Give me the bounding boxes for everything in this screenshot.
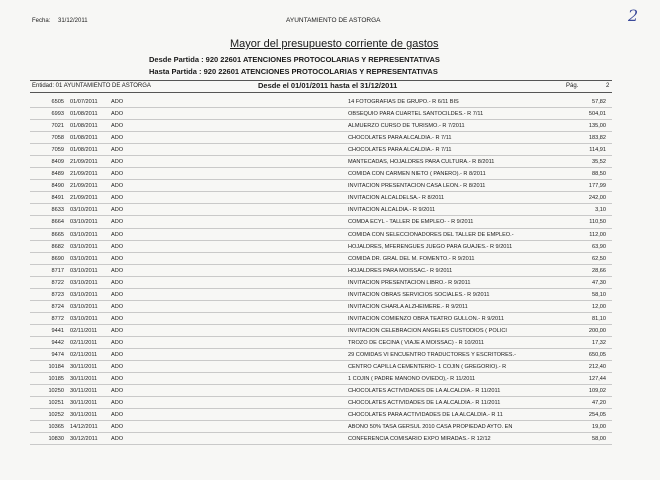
- table-row: [0, 120, 660, 132]
- entry-date: 03/10/2011: [70, 291, 98, 298]
- entry-date: 21/09/2011: [70, 171, 98, 178]
- entry-date: 01/07/2011: [70, 99, 98, 105]
- table-row: [0, 241, 660, 253]
- table-row: [0, 144, 660, 156]
- entry-description: 14 FOTOGRAFIAS DE GRUPO.- R 6/11 BIS: [348, 99, 459, 105]
- table-row: [0, 409, 660, 421]
- table-row: [0, 325, 660, 337]
- entry-type: ADO: [111, 436, 124, 443]
- table-row: [0, 397, 660, 409]
- table-row: [0, 361, 660, 373]
- entry-amount: 17,32: [592, 339, 606, 346]
- entry-number: 8722: [51, 279, 64, 286]
- table-row: [0, 180, 660, 192]
- entry-description: 29 COMIDAS VI ENCUENTRO TRADUCTORES Y ESCRITORES.-: [348, 351, 516, 358]
- entry-type: ADO: [111, 388, 124, 395]
- entry-description: CENTRO CAPILLA CEMENTERIO- 1 COJIN ( GREGORIO).- R: [348, 364, 507, 371]
- entry-type: ADO: [111, 315, 124, 322]
- entry-number: 6993: [51, 111, 64, 118]
- entry-amount: 183,82: [588, 135, 606, 142]
- entry-date: 30/11/2011: [70, 388, 98, 395]
- entry-date: 02/11/2011: [70, 327, 98, 334]
- entry-date: 14/12/2011: [70, 424, 98, 431]
- entry-number: 10365: [48, 424, 64, 431]
- entry-description: INVITACION CHARLA ALZHEIMERE.- R 9/2011: [348, 303, 468, 310]
- entry-date: 03/10/2011: [70, 303, 98, 310]
- entry-number: 6505: [51, 99, 64, 105]
- entry-description: INVITACION COMIENZO OBRA TEATRO GULLON.- R 9/2011: [348, 315, 504, 322]
- entry-description: HOJALDRES, MFERENGUES JUEGO PARA GUAJES.- R 9/2011: [348, 243, 513, 250]
- entry-type: ADO: [111, 267, 124, 274]
- entry-type: ADO: [111, 219, 124, 226]
- entry-description: INVITACION PRESENTACION CASA LEON.- R 8/2011: [348, 183, 486, 190]
- entry-date: 21/09/2011: [70, 159, 98, 166]
- entry-description: INVITACION ALCALDELSA.- R 8/2011: [348, 195, 445, 202]
- entry-type: ADO: [111, 376, 124, 383]
- entry-description: ABONO 50% TASA GERSUL 2010 CASA PROPIEDAD AYTO. EN: [348, 424, 513, 431]
- entry-description: COMIDA CON SELECCIONADORES DEL TALLER DE EMPLEO.-: [348, 231, 514, 238]
- entry-amount: 114,91: [589, 147, 606, 154]
- entry-date: 21/09/2011: [70, 195, 98, 202]
- entry-date: 30/11/2011: [70, 400, 98, 407]
- entry-type: ADO: [111, 207, 124, 214]
- row-divider: [30, 444, 612, 445]
- period-range: Desde el 01/01/2011 hasta el 31/12/2011: [258, 81, 398, 90]
- entry-number: 8489: [51, 171, 64, 178]
- entry-number: 8664: [51, 219, 64, 226]
- table-row: [0, 421, 660, 433]
- entry-description: CHOCOLATES ACTIVIDADES DE LA ALCALDIA.- R 11/2011: [348, 400, 501, 407]
- entry-type: ADO: [111, 364, 124, 371]
- entry-date: 01/08/2011: [70, 135, 98, 142]
- entry-type: ADO: [111, 171, 124, 178]
- entry-number: 8690: [51, 255, 64, 262]
- entry-amount: 127,44: [588, 376, 606, 383]
- handwritten-page-mark: 2: [628, 6, 639, 25]
- entry-type: ADO: [111, 351, 124, 358]
- entry-amount: 62,50: [592, 255, 606, 262]
- table-row: [0, 156, 660, 168]
- entry-amount: 242,00: [588, 195, 606, 202]
- entry-amount: 504,01: [588, 111, 606, 118]
- entry-amount: 88,50: [592, 171, 606, 178]
- entry-amount: 47,30: [592, 279, 606, 286]
- entry-date: 30/12/2011: [70, 436, 98, 443]
- entry-amount: 58,10: [592, 291, 606, 298]
- entry-number: 7059: [51, 147, 64, 154]
- entry-type: ADO: [111, 412, 124, 419]
- entry-date: 03/10/2011: [70, 315, 98, 322]
- entry-type: ADO: [111, 339, 124, 346]
- entry-type: ADO: [111, 327, 124, 334]
- table-row: [0, 433, 660, 445]
- table-row: [0, 253, 660, 265]
- entry-type: ADO: [111, 111, 124, 118]
- entry-date: 03/10/2011: [70, 279, 98, 286]
- entry-number: 10184: [48, 364, 64, 371]
- entry-number: 8682: [51, 243, 64, 250]
- entry-date: 30/11/2011: [70, 412, 98, 419]
- entry-number: 8723: [51, 291, 64, 298]
- table-row: [0, 277, 660, 289]
- entry-number: 8665: [51, 231, 64, 238]
- entry-description: COMIDA CON CARMEN NIETO ( PANERO).- R 8/2011: [348, 171, 486, 178]
- entry-type: ADO: [111, 123, 124, 130]
- entry-date: 03/10/2011: [70, 207, 98, 214]
- entry-description: INVITACION CELEBRACION ANGELES CUSTODIOS ( POLICI: [348, 327, 507, 334]
- table-row: [0, 313, 660, 325]
- entry-number: 8409: [51, 159, 64, 166]
- entry-number: 10185: [48, 376, 64, 383]
- entry-type: ADO: [111, 279, 124, 286]
- entry-type: ADO: [111, 135, 124, 142]
- entries-table: [0, 96, 660, 445]
- entry-number: 7058: [51, 135, 64, 142]
- entry-type: ADO: [111, 424, 124, 431]
- entry-type: ADO: [111, 99, 124, 105]
- entry-description: CHOCOLATES PARA ALCALDIA.- R 7/11: [348, 135, 452, 142]
- entry-amount: 57,82: [592, 99, 606, 105]
- entry-description: OBSEQUIO PARA CUARTEL SANTOCILDES.- R 7/11: [348, 111, 484, 118]
- entry-number: 7021: [51, 123, 64, 130]
- table-row: [0, 289, 660, 301]
- entry-date: 01/08/2011: [70, 147, 98, 154]
- entry-date: 21/09/2011: [70, 183, 98, 190]
- entry-description: CHOCOLATES PARA ALCALDIA.- R 7/11: [348, 147, 452, 154]
- entry-date: 01/08/2011: [70, 123, 98, 130]
- entry-amount: 254,05: [588, 412, 606, 419]
- entry-description: MANTECADAS, HOJALDRES PARA CULTURA.- R 8/2011: [348, 159, 495, 166]
- entry-amount: 35,52: [592, 159, 606, 166]
- entry-amount: 81,10: [592, 315, 606, 322]
- entry-date: 02/11/2011: [70, 351, 98, 358]
- entry-description: CONFERENCIA COMISARIO EXPO MIRADAS.- R 12/12: [348, 436, 491, 443]
- hasta-partida: Hasta Partida : 920 22601 ATENCIONES PROTOCOLARIAS Y REPRESENTATIVAS: [149, 67, 438, 76]
- header-rule-bottom: [30, 92, 612, 93]
- entry-type: ADO: [111, 231, 124, 238]
- entry-type: ADO: [111, 255, 124, 262]
- table-row: [0, 96, 660, 108]
- table-row: [0, 385, 660, 397]
- entry-number: 8490: [51, 183, 64, 190]
- entry-number: 9442: [51, 339, 64, 346]
- fecha-label: Fecha:: [32, 18, 51, 24]
- entry-description: ALMUERZO CURSO DE TURISMO.- R 7/2011: [348, 123, 465, 130]
- entry-number: 10830: [48, 436, 64, 443]
- entry-date: 03/10/2011: [70, 255, 98, 262]
- entry-description: INVITACION OBRAS SERVICIOS SOCIALES.- R 9/2011: [348, 291, 490, 298]
- entry-type: ADO: [111, 183, 124, 190]
- entry-description: COMIDA DR. GRAL DEL M. FOMENTO.- R 9/2011: [348, 255, 475, 262]
- entry-date: 02/11/2011: [70, 339, 98, 346]
- fecha-value: 31/12/2011: [58, 18, 88, 24]
- organization-name: AYUNTAMIENTO DE ASTORGA: [286, 17, 381, 24]
- entry-date: 03/10/2011: [70, 219, 98, 226]
- entry-amount: 19,00: [592, 424, 606, 431]
- page-number-label: Pág.: [566, 83, 579, 89]
- entry-number: 8724: [51, 303, 64, 310]
- entry-type: ADO: [111, 195, 124, 202]
- entry-date: 03/10/2011: [70, 231, 98, 238]
- table-row: [0, 168, 660, 180]
- page-number-value: 2: [606, 83, 610, 89]
- table-row: [0, 108, 660, 120]
- entry-amount: 109,02: [588, 388, 606, 395]
- table-row: [0, 216, 660, 228]
- table-row: [0, 349, 660, 361]
- entry-amount: 212,40: [588, 364, 606, 371]
- entry-amount: 63,90: [592, 243, 606, 250]
- table-row: [0, 265, 660, 277]
- entry-type: ADO: [111, 243, 124, 250]
- entry-amount: 12,00: [592, 303, 606, 310]
- entry-amount: 112,00: [589, 231, 606, 238]
- entry-amount: 47,20: [592, 400, 606, 407]
- report-title: Mayor del presupuesto corriente de gastos: [230, 38, 439, 50]
- table-row: [0, 373, 660, 385]
- entry-number: 8717: [51, 267, 64, 274]
- entry-description: INVITACION ALCALDIA.- R 9/2011: [348, 207, 436, 214]
- entry-date: 30/11/2011: [70, 364, 98, 371]
- entry-date: 03/10/2011: [70, 243, 98, 250]
- entry-date: 01/08/2011: [70, 111, 98, 118]
- entry-date: 30/11/2011: [70, 376, 98, 383]
- entry-description: COMDA ECYL - TALLER DE EMPLEO- - R 9/2011: [348, 219, 474, 226]
- entry-description: INVITACION PRESENTACION LIBRO.- R 9/2011: [348, 279, 471, 286]
- entry-amount: 58,00: [592, 436, 606, 443]
- entry-description: TROZO DE CECINA ( VIAJE A MOISSAC) - R 10/2011: [348, 339, 485, 346]
- entry-number: 8633: [51, 207, 64, 214]
- table-row: [0, 132, 660, 144]
- entry-number: 10250: [48, 388, 64, 395]
- entry-type: ADO: [111, 159, 124, 166]
- entry-amount: 110,50: [589, 219, 606, 226]
- entry-date: 03/10/2011: [70, 267, 98, 274]
- entry-number: 10251: [48, 400, 64, 407]
- entry-type: ADO: [111, 147, 124, 154]
- entry-amount: 135,00: [588, 123, 606, 130]
- entry-description: CHOCOLATES PARA ACTIVIDADES DE LA ALCALDIA.- R 11: [348, 412, 503, 419]
- entry-number: 9474: [51, 351, 64, 358]
- entry-description: HOJALDRES PARA MOISSAC.- R 9/2011: [348, 267, 453, 274]
- entidad-label: Entidad: 01 AYUNTAMIENTO DE ASTORGA: [32, 83, 151, 89]
- desde-partida: Desde Partida : 920 22601 ATENCIONES PROTOCOLARIAS Y REPRESENTATIVAS: [149, 55, 440, 64]
- entry-description: CHOCOLATES ACTIVIDADES DE LA ALCALDIA.- R 11/2011: [348, 388, 501, 395]
- entry-number: 8491: [51, 195, 64, 202]
- entry-amount: 177,99: [588, 183, 606, 190]
- table-row: [0, 192, 660, 204]
- entry-type: ADO: [111, 303, 124, 310]
- entry-number: 9441: [51, 327, 64, 334]
- entry-number: 8772: [51, 315, 64, 322]
- table-row: [0, 301, 660, 313]
- entry-amount: 650,05: [588, 351, 606, 358]
- entry-amount: 200,00: [588, 327, 606, 334]
- entry-amount: 28,66: [592, 267, 606, 274]
- entry-amount: 3,10: [595, 207, 606, 214]
- entry-number: 10252: [48, 412, 64, 419]
- entry-type: ADO: [111, 291, 124, 298]
- entry-description: 1 COJIN ( PADRE MANONO OVIEDO),- R 11/2011: [348, 376, 476, 383]
- entry-type: ADO: [111, 400, 124, 407]
- table-row: [0, 229, 660, 241]
- table-row: [0, 337, 660, 349]
- table-row: [0, 204, 660, 216]
